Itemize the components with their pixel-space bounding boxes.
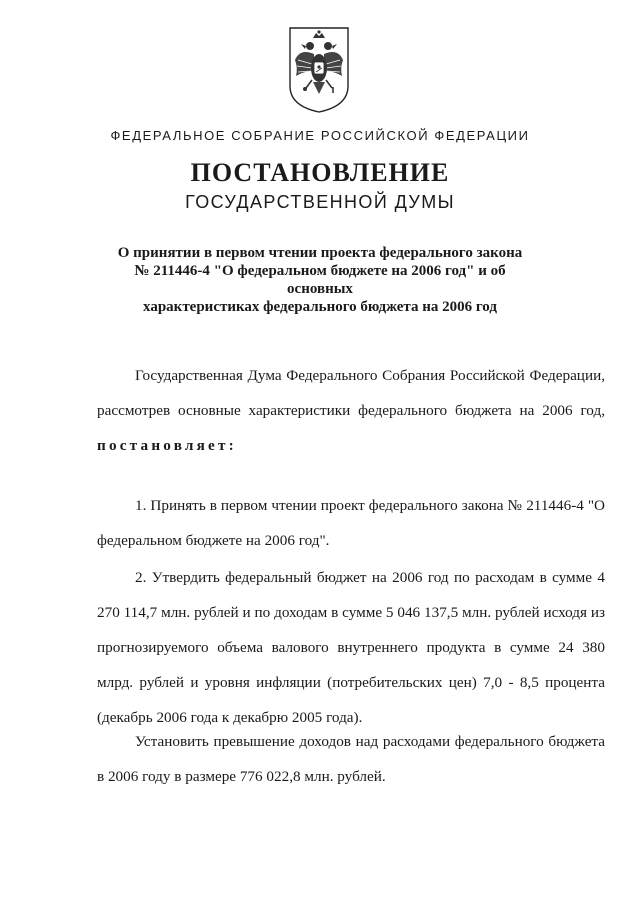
heading-line-1: О принятии в первом чтении проекта федерального закона <box>117 245 523 261</box>
russian-coat-of-arms-icon <box>286 24 352 116</box>
heading-line-3: характеристиках федерального бюджета на 2006 год <box>143 299 497 315</box>
resolution-item-2: 2. Утвердить федеральный бюджет на 2006 год по расходам в сумме 4 270 114,7 млн. рублей и по доходам в сумме 5 046 137,5 млн. рублей исходя из прогнозируемого объема валового внутреннего продукта в сумме 24 380 млрд. рублей и уровня инфляции (потребительских цен) 7,0 - 8,5 процента (декабрь 2006 года к декабрю 2005 года). <box>97 569 605 726</box>
document-subtitle: ГОСУДАРСТВЕННОЙ ДУМЫ <box>185 192 455 212</box>
organization-name: ФЕДЕРАЛЬНОЕ СОБРАНИЕ РОССИЙСКОЙ ФЕДЕРАЦИИ <box>110 128 530 143</box>
preamble-text: Государственная Дума Федерального Собрания Российской Федерации, рассмотрев основные характеристики федерального бюджета на 2006 год, <box>97 367 605 419</box>
surplus-paragraph: Установить превышение доходов над расходами федерального бюджета в 2006 году в размере 776 022,8 млн. рублей. <box>97 733 605 785</box>
resolution-item-1: 1. Принять в первом чтении проект федерального закона № 211446-4 "О федеральном бюджете на 2006 год". <box>97 497 605 549</box>
document-title: ПОСТАНОВЛЕНИЕ <box>190 158 450 187</box>
preamble-paragraph <box>97 358 605 463</box>
resolution-heading <box>100 244 540 316</box>
resolves-word: постановляет: <box>97 437 237 454</box>
heading-line-2: № 211446-4 "О федеральном бюджете на 2006 год" и об основных <box>134 263 506 297</box>
